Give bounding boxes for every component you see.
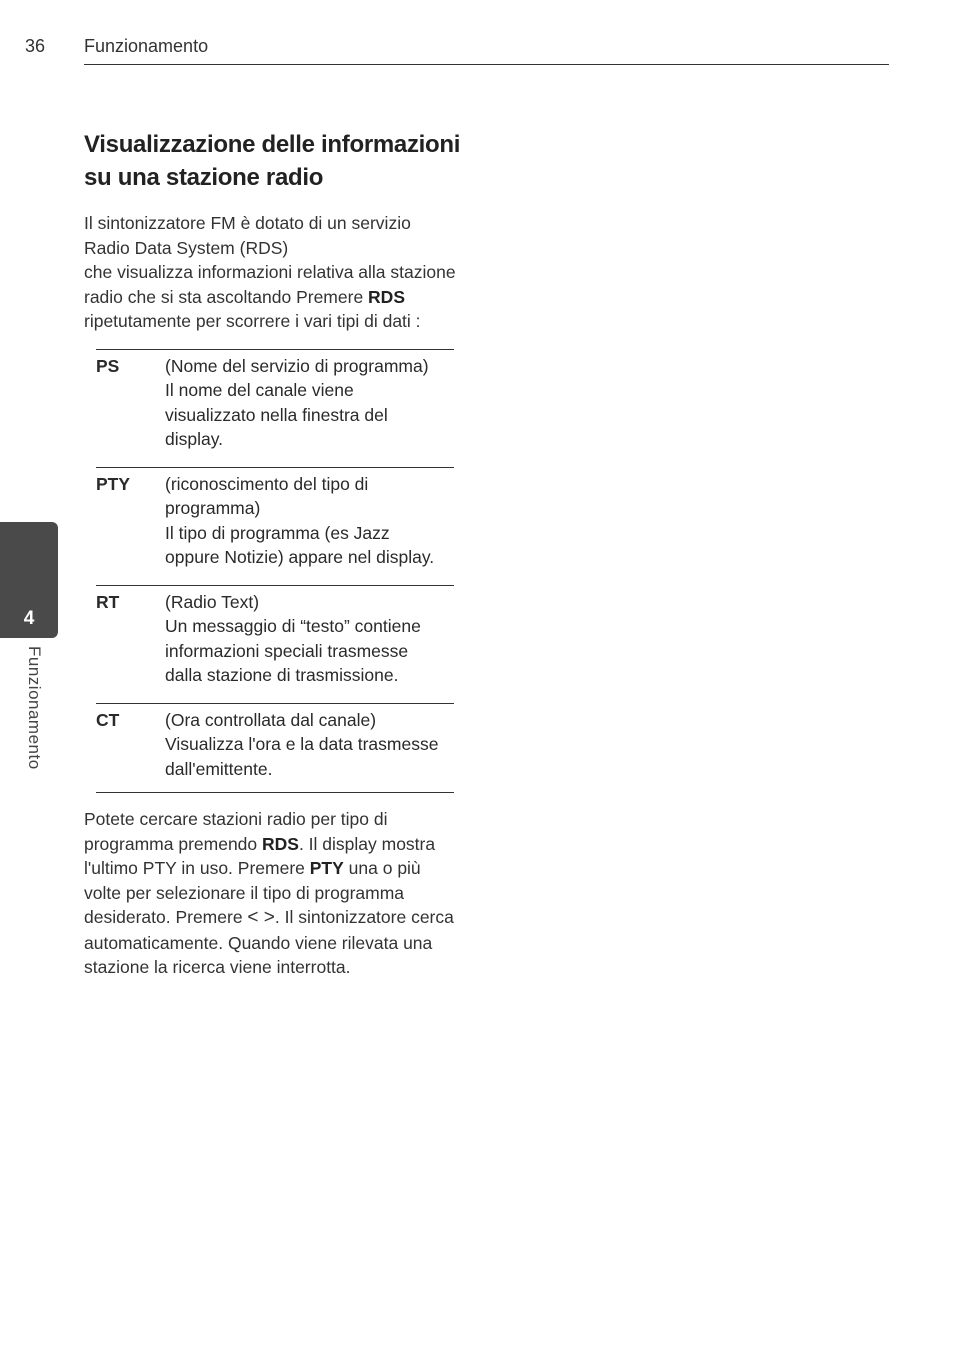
intro-line: Il sintonizzatore FM è dotato di un servizio [84,213,411,233]
rds-description [165,471,454,570]
chapter-tab [0,522,58,638]
page-number: 36 [25,36,46,56]
rds-keyword: RDS [368,286,405,307]
rds-row-ct [96,703,454,794]
pty-keyword: PTY [309,858,344,878]
header-title: Funzionamento [84,36,209,56]
rds-keyword: RDS [262,833,299,854]
rds-row-pty [96,467,454,585]
rds-info-table [96,349,454,794]
intro-paragraph [84,211,470,334]
outro-line: desiderato. Premere < >. Il sintonizzatore cerca [84,907,454,928]
section-title-line: Visualizzazione delle informazioni [84,131,461,158]
desc-line: dalla stazione di trasmissione. [165,665,399,685]
main-content [84,128,470,980]
intro-line: Radio Data System (RDS) [84,237,289,258]
desc-line: (riconoscimento del tipo di [165,473,369,494]
rds-row-rt [96,585,454,703]
header-divider [84,64,889,65]
outro-line: Potete cercare stazioni radio per tipo di [84,809,388,829]
rds-code: PTY [96,473,131,494]
desc-line: Il nome del canale viene [165,380,354,400]
desc-line: dall'emittente. [165,758,273,779]
intro-line: ripetutamente per scorrere i vari tipi di dati : [84,311,421,331]
desc-line: oppure Notizie) appare nel display. [165,547,435,567]
desc-line: (Radio Text) [165,591,260,612]
rds-description [165,589,454,688]
desc-line: (Nome del servizio di programma) [165,355,429,376]
rds-row-ps [96,349,454,467]
rds-code: CT [96,709,120,730]
rds-description [165,707,454,782]
desc-line: Un messaggio di “testo” contiene [165,616,421,636]
desc-line: informazioni speciali trasmesse [165,640,409,661]
desc-line: programma) [165,498,261,518]
section-title [84,128,470,194]
desc-line: Visualizza l'ora e la data trasmesse [165,734,439,754]
page-header [0,0,954,70]
section-title-line: su una stazione radio [84,164,324,191]
outro-line: automaticamente. Quando viene rilevata una [84,932,433,953]
intro-line: radio che si sta ascoltando Premere RDS [84,286,405,307]
intro-line: che visualizza informazioni relativa alla stazione [84,262,456,282]
outro-line: stazione la ricerca viene interrotta. [84,957,351,977]
outro-line: l'ultimo PTY in uso. Premere PTY una o più [84,858,421,878]
outro-paragraph [84,807,470,980]
outro-line: volte per selezionare il tipo di programma [84,882,405,903]
chapter-number: 4 [23,608,35,629]
desc-line: (Ora controllata dal canale) [165,709,377,730]
rds-description [165,353,454,452]
rds-code: RT [96,591,120,612]
chapter-side-label: Funzionamento [25,646,44,770]
desc-line: visualizzato nella finestra del [165,404,388,425]
tuning-arrows-icon: < > [247,907,275,928]
outro-line: programma premendo RDS. Il display mostra [84,833,436,854]
desc-line: display. [165,429,224,449]
rds-code: PS [96,355,120,376]
desc-line: Il tipo di programma (es Jazz [165,522,390,543]
